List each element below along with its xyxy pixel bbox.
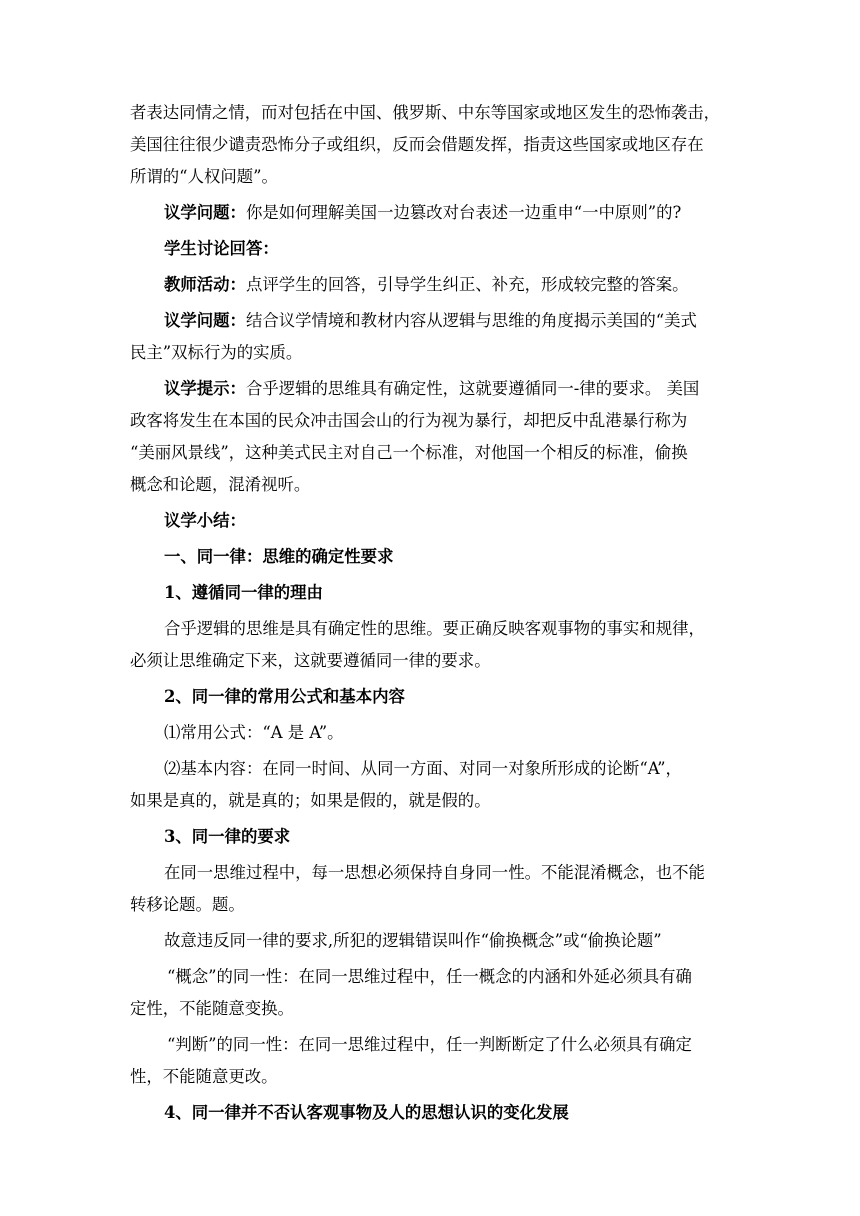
discussion-question-1 [130, 197, 730, 229]
text-line: 所谓的“人权问题”。 [130, 167, 278, 186]
paragraph-continuation [130, 97, 730, 193]
text-line: 者表达同情之情，而对包括在中国、俄罗斯、中东等国家或地区发生的恐怖袭击， [130, 103, 721, 122]
paragraph-text: 点评学生的回答，引导学生纠正、补充，形成较完整的答案。 [245, 275, 689, 294]
label-discussion-summary: 议学小结： [164, 511, 246, 530]
text-line: 概念和论题，混淆视听。 [130, 475, 311, 494]
text-line: 必须让思维确定下来，这就要遵循同一律的要求。 [130, 651, 491, 670]
document-body [130, 97, 730, 1129]
text-line: “判断”的同一性：在同一思维过程中，任一判断断定了什么必须具有确定 [167, 1035, 692, 1054]
text-line: 政客将发生在本国的民众冲击国会山的行为视为暴行，却把反中乱港暴行称为 [130, 411, 688, 430]
paragraph-concept-identity [130, 961, 730, 1025]
text-line: 转移论题。题。 [130, 895, 245, 914]
discussion-summary [130, 505, 730, 537]
subsection-heading: 3、同一律的要求 [164, 827, 291, 846]
label-teacher-activity: 教师活动： [164, 275, 246, 294]
label-discussion-question: 议学问题： [164, 311, 246, 330]
text-line: 合乎逻辑的思维是具有确定性的思维。要正确反映客观事物的事实和规律， [164, 619, 705, 638]
paragraph-violation: 故意违反同一律的要求,所犯的逻辑错误叫作“偷换概念”或“偷换论题” [164, 931, 662, 950]
teacher-activity [130, 269, 730, 301]
paragraph-text: 你是如何理解美国一边篡改对台表述一边重申“一中原则”的? [245, 203, 682, 222]
student-answer [130, 233, 730, 265]
paragraph-text: 合乎逻辑的思维具有确定性，这就要遵循同一-律的要求。 美国 [245, 379, 700, 398]
paragraph-reason [130, 613, 730, 677]
text-line [130, 305, 730, 337]
discussion-hint [130, 373, 730, 501]
text-line: 性，不能随意更改。 [130, 1067, 278, 1086]
subsection-heading: 4、同一律并不否认客观事物及人的思想认识的变化发展 [164, 1103, 569, 1122]
formula-item: ⑴常用公式：“A 是 A”。 [164, 723, 344, 742]
text-line [130, 373, 730, 405]
paragraph-judgment-identity [130, 1029, 730, 1093]
paragraph-text: 结合议学情境和教材内容从逻辑与思维的角度揭示美国的“美式 [245, 311, 697, 330]
text-line: ⑵基本内容：在同一时间、从同一方面、对同一对象所形成的论断“A”， [164, 759, 682, 778]
section-heading: 一、同一律：思维的确定性要求 [164, 547, 394, 566]
label-student-answer: 学生讨论回答： [164, 239, 279, 258]
label-discussion-question: 议学问题： [164, 203, 246, 222]
subsection-heading: 1、遵循同一律的理由 [164, 583, 323, 602]
text-line: 美国往往很少谴责恐怖分子或组织，反而会借题发挥，指责这些国家或地区存在 [130, 135, 704, 154]
text-line: 定性，不能随意变换。 [130, 999, 294, 1018]
text-line: 在同一思维过程中，每一思想必须保持自身同一性。不能混淆概念，也不能 [164, 863, 705, 882]
label-discussion-hint: 议学提示： [164, 379, 246, 398]
text-line: “概念”的同一性：在同一思维过程中，任一概念的内涵和外延必须具有确 [167, 967, 692, 986]
discussion-question-2 [130, 305, 730, 369]
paragraph-requirement [130, 857, 730, 921]
subsection-heading: 2、同一律的常用公式和基本内容 [164, 687, 405, 706]
text-line: “美丽风景线”，这种美式民主对自己一个标准，对他国一个相反的标准，偷换 [130, 443, 688, 462]
text-line: 如果是真的，就是真的；如果是假的，就是假的。 [130, 791, 491, 810]
text-line: 民主”双标行为的实质。 [130, 343, 303, 362]
basic-content-item [130, 753, 730, 817]
